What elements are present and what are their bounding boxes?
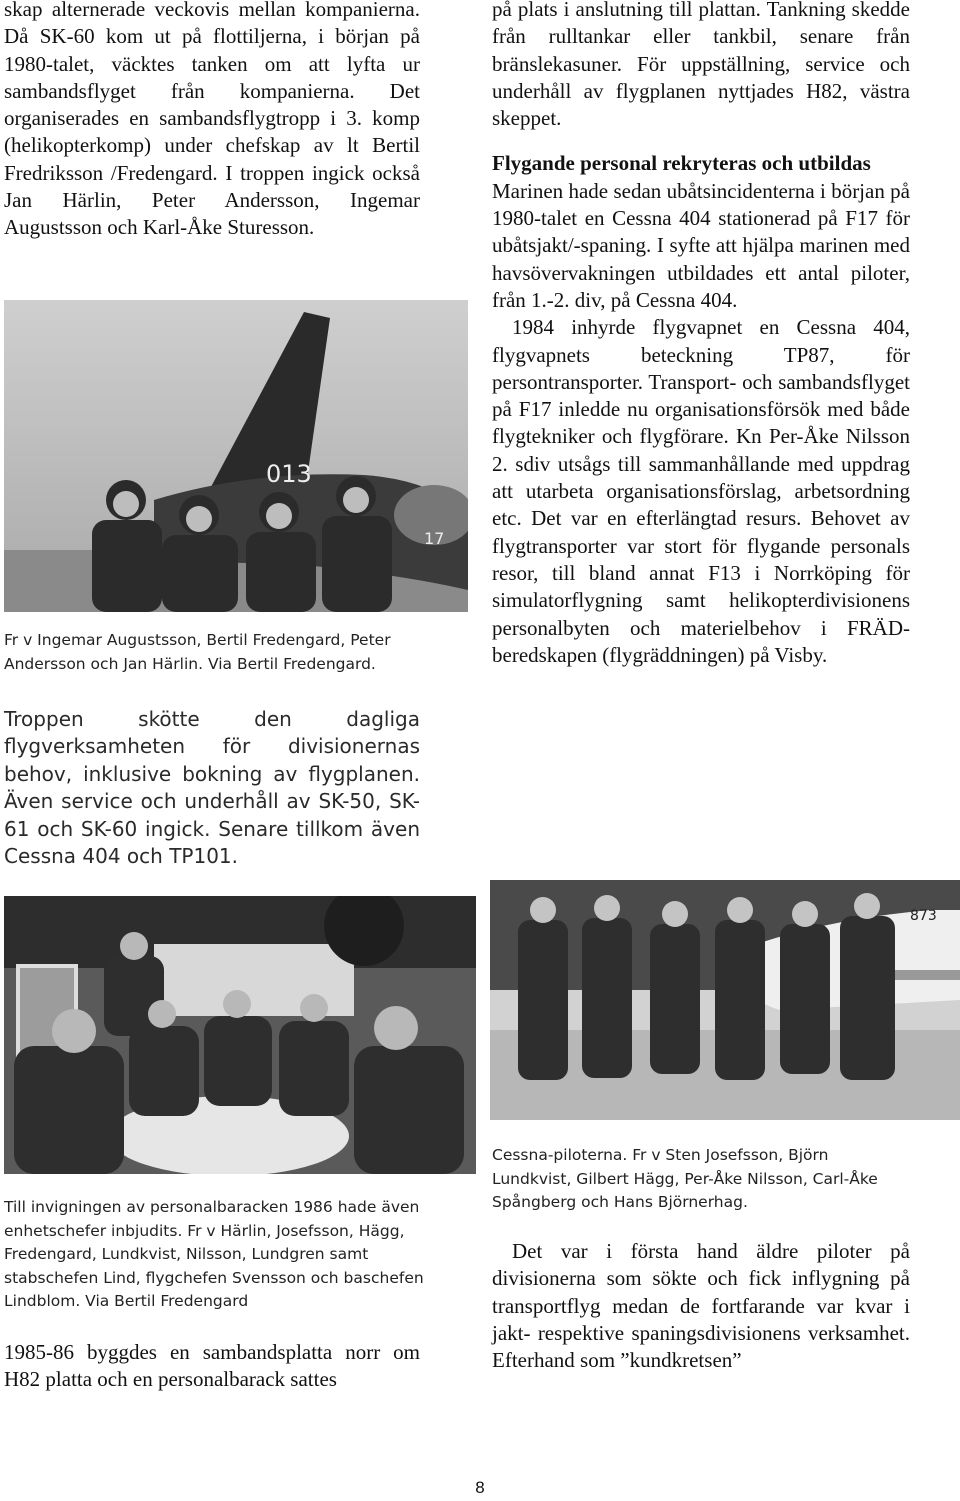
right-column-top	[492, 0, 910, 669]
aircraft-marking: 873	[910, 908, 937, 924]
body-paragraph: på plats i anslutning till plattan. Tankning skedde från rulltankar eller tankbil, senare från bränslekasuner. För uppställning, service och underhåll av flygplanen nyttjades H82, västra skeppet.	[492, 0, 910, 131]
page-number: 8	[475, 1478, 485, 1497]
body-paragraph: Troppen skötte den dagliga flygverksamheten för divisionernas behov, inklusive bokning av flygplanen. Även service och underhåll av SK-50, SK-61 och SK-60 ingick. Senare tillkom även Cessna 404 och TP101.	[4, 707, 420, 869]
left-column-top	[4, 0, 420, 242]
photo-barrack-inauguration	[4, 896, 476, 1174]
aircraft-marking: 013	[266, 460, 312, 488]
photo-aircraft-crew	[4, 300, 468, 612]
body-paragraph: 1984 inhyrde flygvapnet en Cessna 404, flygvapnets beteckning TP87, för persontransporter. Transport- och sambandsflyget på F17 inledde nu organisationsförsök med både flygtekniker och flygförare. Kn Per-Åke Nilsson 2. sdiv utsågs till sammanhållande med uppdrag att utarbeta organisationsförslag, arbetsordning etc. Det var en efterlängtad resurs. Behovet av flygtransporter var stort för flygande personals resor, till bland annat F13 i Norrköping för simulatorflygning samt helikopterdivisionens personalbyten och materielbehov i FRÄD-beredskapen (flygräddningen) på Visby.	[492, 315, 910, 667]
caption-aircraft-crew: Fr v Ingemar Augustsson, Bertil Fredengard, Peter Andersson och Jan Härlin. Via Bertil Fredengard.	[4, 631, 391, 673]
body-paragraph: Det var i första hand äldre piloter på divisionerna som sökte och fick inflygning på transportflyg medan de fortfarande var kvar i jakt- respektive spaningsdivisionens verksamhet. Efterhand som ”kundkretsen”	[492, 1239, 910, 1373]
left-column-middle	[4, 706, 420, 870]
photo-cessna-pilots	[490, 880, 960, 1120]
left-column-bottom	[4, 1339, 420, 1394]
tail-marking: 17	[424, 529, 445, 548]
body-paragraph: Marinen hade sedan ubåtsincidenterna i början på 1980-talet en Cessna 404 stationerad på F17 för ubåtsjakt/-spaning. I syfte att hjälpa marinen med havsövervakningen utbildades ett antal piloter, från 1.-2. div, på Cessna 404.	[492, 178, 910, 312]
caption-barrack-inauguration: Till invigningen av personalbaracken 1986 hade även enhetschefer inbjudits. Fr v Härlin, Josefsson, Hägg, Fredengard, Lundkvist, Nilsson, Lundgren samt stabschefen Lind, flygchefen Svensson och baschefen Lindblom. Via Bertil Fredengard	[4, 1198, 424, 1310]
photo-aircraft-crew-image	[4, 300, 468, 612]
body-paragraph: 1985-86 byggdes en sambandsplatta norr om H82 platta och en personalbarack sattes	[4, 1340, 420, 1392]
caption-cessna-pilots: Cessna-piloterna. Fr v Sten Josefsson, Björn Lundkvist, Gilbert Hägg, Per-Åke Nilsson, Carl-Åke Spångberg och Hans Björnerhag.	[492, 1146, 878, 1211]
section-heading: Flygande personal rekryteras och utbildas	[492, 151, 871, 176]
right-column-bottom	[492, 1238, 910, 1374]
photo-barrack-inauguration-image	[4, 896, 476, 1174]
body-paragraph: skap alternerade veckovis mellan kompanierna. Då SK-60 kom ut på flottiljerna, i början på 1980-talet, väcktes tanken om att lyfta ur sambandsflyget från kompanierna. Det organiserades en sambandsflygtropp i 3. komp (helikopterkomp) under chefskap av lt Bertil Fredriksson /Fredengard. I troppen ingick också Jan Härlin, Peter Andersson, Ingemar Augustsson och Karl-Åke Sturesson.	[4, 0, 420, 240]
photo-cessna-pilots-image	[490, 880, 960, 1120]
